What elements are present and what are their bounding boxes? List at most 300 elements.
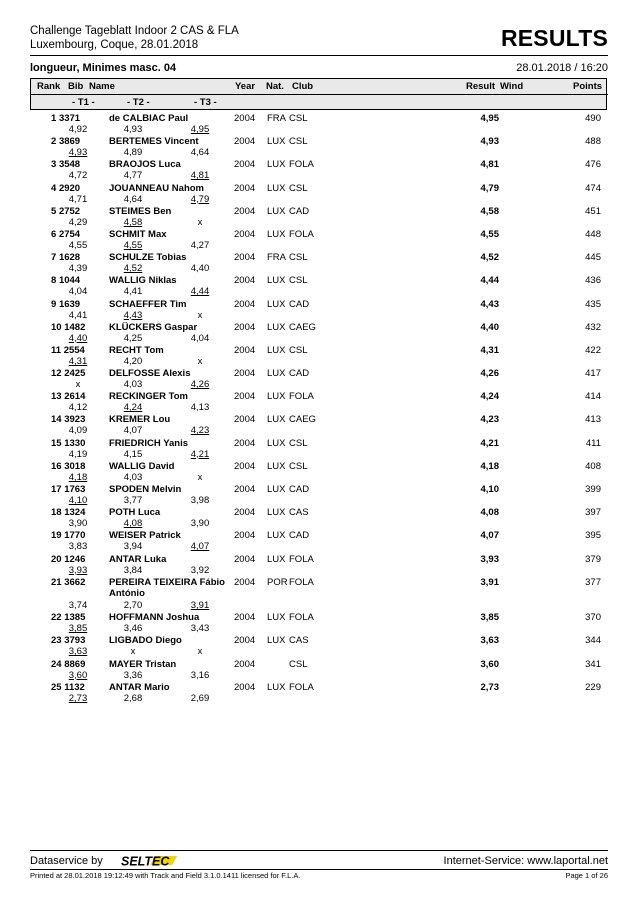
attempt-1: 3,85: [68, 623, 88, 635]
attempt-2: 4,52: [123, 263, 143, 275]
attempt-3: 4,21: [190, 448, 210, 460]
athlete-result: 4,24: [480, 391, 499, 403]
attempt-3: 4,07: [190, 541, 210, 553]
athlete-result: 4,08: [480, 507, 499, 519]
athlete-rank: 9: [51, 298, 57, 310]
athlete-bib: 1330: [64, 437, 86, 449]
athlete-nat: FRA: [267, 252, 286, 264]
attempt-2: 4,25: [123, 332, 143, 344]
athlete-rank: 15: [51, 437, 62, 449]
athlete-rank: 8: [51, 275, 57, 287]
table-row: [30, 229, 608, 252]
attempt-1: 4,41: [68, 309, 88, 321]
athlete-rank-bib: [51, 299, 80, 310]
athlete-nat: LUX: [267, 228, 286, 240]
attempt-1: 3,63: [68, 646, 88, 658]
athlete-club: CSL: [289, 113, 308, 124]
athlete-name-continued: António: [109, 587, 145, 599]
attempt-3: 3,43: [190, 623, 210, 635]
athlete-rank-bib: [51, 391, 85, 402]
athlete-bib: 1324: [64, 507, 86, 519]
table-row: [30, 391, 608, 414]
athlete-club: CSL: [289, 275, 308, 287]
attempt-1: 2,73: [68, 692, 88, 704]
page-number: Page 1 of 26: [565, 871, 608, 880]
attempt-1: 4,71: [68, 193, 88, 205]
athlete-year: 2004: [234, 205, 256, 217]
attempt-1: 3,90: [68, 518, 88, 530]
discipline-datetime: 28.01.2018 / 16:20: [516, 62, 608, 74]
athlete-club: CSL: [289, 460, 308, 472]
athlete-points: 488: [585, 136, 601, 148]
col-points: Points: [573, 81, 603, 92]
athlete-club: CSL: [289, 658, 308, 670]
attempt-1: 4,29: [68, 216, 88, 228]
athlete-points: 341: [585, 658, 601, 670]
athlete-result: 3,60: [480, 658, 499, 670]
athlete-name: RECKINGER Tom: [109, 391, 188, 403]
col-result: Result: [466, 81, 496, 92]
athlete-year: 2004: [234, 275, 256, 287]
event-place-date: Luxembourg, Coque, 28.01.2018: [30, 39, 199, 51]
athlete-points: 397: [585, 507, 601, 519]
athlete-points: 344: [585, 635, 601, 647]
athlete-nat: LUX: [267, 530, 286, 542]
athlete-club: FOLA: [289, 612, 314, 624]
athlete-rank-bib: [51, 113, 80, 124]
athlete-name: HOFFMANN Joshua: [109, 612, 200, 624]
athlete-name: BRAOJOS Luca: [109, 159, 181, 171]
athlete-nat: LUX: [267, 681, 286, 693]
athlete-bib: 2614: [64, 391, 86, 403]
attempt-3: 3,91: [190, 600, 210, 612]
athlete-rank-bib: [51, 461, 85, 472]
attempt-3: 4,44: [190, 286, 210, 298]
athlete-result: 4,26: [480, 368, 499, 380]
attempt-1: 4,10: [68, 495, 88, 506]
athlete-rank-bib: [51, 507, 85, 518]
attempt-1: 3,83: [68, 541, 88, 553]
athlete-result: 4,18: [480, 460, 499, 472]
athlete-club: CAEG: [289, 414, 316, 426]
attempt-3: 4,27: [190, 239, 210, 251]
athlete-points: 436: [585, 275, 601, 287]
athlete-nat: LUX: [267, 612, 286, 624]
attempt-1: 4,18: [68, 471, 88, 483]
col-year: Year: [235, 81, 256, 92]
athlete-year: 2004: [234, 507, 256, 519]
athlete-year: 2004: [234, 391, 256, 403]
attempt-3: 2,69: [190, 692, 210, 704]
attempt-3: 4,26: [190, 379, 210, 391]
athlete-rank-bib: [51, 484, 85, 495]
attempt-1: 3,60: [68, 669, 88, 681]
discipline-title: longueur, Minimes masc. 04: [30, 62, 177, 74]
attempt-2: 2,70: [123, 600, 143, 612]
athlete-year: 2004: [234, 414, 256, 426]
athlete-rank: 24: [51, 658, 62, 670]
athlete-rank: 17: [51, 484, 62, 495]
athlete-points: 399: [585, 484, 601, 495]
athlete-rank-bib: [51, 414, 85, 425]
table-row: [30, 554, 608, 577]
table-row: [30, 136, 608, 159]
header-divider: [30, 55, 608, 56]
footer-divider: [30, 850, 608, 851]
athlete-bib: 1763: [64, 484, 86, 495]
athlete-club: FOLA: [289, 159, 314, 171]
athlete-result: 4,23: [480, 414, 499, 426]
athlete-bib: 1770: [64, 530, 86, 542]
col-t3: - T3 -: [194, 97, 217, 108]
athlete-club: FOLA: [289, 391, 314, 403]
attempt-2: 3,46: [123, 623, 143, 635]
table-row: [30, 461, 608, 484]
athlete-club: CAD: [289, 484, 310, 495]
attempt-1: 4,19: [68, 448, 88, 460]
header-separator: [31, 94, 608, 95]
attempt-3: 4,23: [190, 425, 210, 437]
athlete-rank: 12: [51, 368, 62, 380]
table-row: [30, 507, 608, 530]
athlete-year: 2004: [234, 576, 256, 588]
athlete-result: 4,31: [480, 344, 499, 356]
athlete-bib: 2425: [64, 368, 86, 380]
athlete-points: 377: [585, 576, 601, 588]
athlete-year: 2004: [234, 321, 256, 333]
athlete-year: 2004: [234, 484, 256, 495]
attempt-3: 4,64: [190, 147, 210, 159]
attempt-2: 4,24: [123, 402, 143, 414]
athlete-rank: 4: [51, 182, 57, 194]
attempt-3: 3,98: [190, 495, 210, 506]
table-row: [30, 113, 608, 136]
athlete-club: CAD: [289, 530, 310, 542]
table-row: [30, 612, 608, 635]
table-row: [30, 275, 608, 298]
athlete-bib: 3923: [64, 414, 86, 426]
athlete-rank: 13: [51, 391, 62, 403]
athlete-nat: LUX: [267, 484, 286, 495]
athlete-nat: LUX: [267, 344, 286, 356]
athlete-nat: FRA: [267, 113, 286, 124]
athlete-points: 414: [585, 391, 601, 403]
athlete-name: KLÜCKERS Gaspar: [109, 321, 198, 333]
athlete-points: 445: [585, 252, 601, 264]
attempt-1: x: [75, 379, 81, 391]
athlete-rank-bib: [51, 183, 80, 194]
athlete-year: 2004: [234, 612, 256, 624]
athlete-year: 2004: [234, 368, 256, 380]
attempt-2: 4,89: [123, 147, 143, 159]
athlete-result: 4,10: [480, 484, 499, 495]
event-name: Challenge Tageblatt Indoor 2 CAS & FLA: [30, 25, 239, 37]
attempt-2: 4,43: [123, 309, 143, 321]
table-row: [30, 345, 608, 368]
attempt-2: 4,64: [123, 193, 143, 205]
athlete-points: 229: [585, 681, 601, 693]
athlete-bib: 8869: [64, 658, 86, 670]
athlete-rank-bib: [51, 345, 85, 356]
athlete-result: 4,44: [480, 275, 499, 287]
athlete-rank-bib: [51, 368, 85, 379]
athlete-points: 395: [585, 530, 601, 542]
athlete-name: DELFOSSE Alexis: [109, 368, 191, 380]
athlete-year: 2004: [234, 553, 256, 565]
athlete-year: 2004: [234, 460, 256, 472]
athlete-result: 4,58: [480, 205, 499, 217]
athlete-points: 435: [585, 298, 601, 310]
athlete-name: MAYER Tristan: [109, 658, 177, 670]
athlete-rank-bib: [51, 577, 85, 588]
attempt-2: 4,08: [123, 518, 143, 530]
athlete-bib: 1628: [58, 252, 81, 264]
athlete-rank-bib: [51, 322, 85, 333]
athlete-points: 451: [585, 205, 601, 217]
table-row: [30, 682, 608, 705]
athlete-name: ANTAR Luka: [109, 553, 167, 565]
attempt-2: 4,93: [123, 124, 143, 135]
table-header: [30, 78, 607, 110]
athlete-club: FOLA: [289, 681, 314, 693]
athlete-points: 411: [585, 437, 601, 449]
athlete-name: LIGBADO Diego: [109, 635, 182, 647]
athlete-rank: 10: [51, 321, 62, 333]
athlete-nat: LUX: [267, 507, 286, 519]
athlete-club: CAEG: [289, 321, 316, 333]
athlete-rank-bib: [51, 159, 80, 170]
attempt-1: 4,72: [68, 170, 88, 182]
table-row: [30, 159, 608, 182]
attempt-1: 4,09: [68, 425, 88, 437]
athlete-rank-bib: [51, 275, 80, 286]
attempt-3: 3,90: [190, 518, 210, 530]
attempt-2: 3,36: [123, 669, 143, 681]
athlete-year: 2004: [234, 113, 256, 124]
attempt-1: 4,12: [68, 402, 88, 414]
table-row: [30, 206, 608, 229]
athlete-points: 370: [585, 612, 601, 624]
athlete-name: ANTAR Mario: [109, 681, 170, 693]
athlete-name: SPODEN Melvin: [109, 484, 182, 495]
athlete-rank: 1: [51, 113, 57, 124]
attempt-1: 4,31: [68, 355, 88, 367]
attempt-2: 4,03: [123, 379, 143, 391]
attempt-3: 3,16: [190, 669, 210, 681]
athlete-rank-bib: [51, 659, 85, 670]
athlete-rank: 22: [51, 612, 62, 624]
footer-divider-2: [30, 869, 608, 870]
attempt-3: 4,81: [190, 170, 210, 182]
athlete-rank: 21: [51, 576, 62, 588]
athlete-bib: 1044: [58, 275, 81, 287]
athlete-nat: POR: [267, 576, 288, 588]
athlete-rank: 19: [51, 530, 62, 542]
athlete-points: 408: [585, 460, 601, 472]
event-info: [30, 24, 239, 52]
athlete-club: CAD: [289, 368, 310, 380]
athlete-year: 2004: [234, 228, 256, 240]
athlete-nat: LUX: [267, 414, 286, 426]
athlete-nat: LUX: [267, 182, 286, 194]
results-title: RESULTS: [500, 25, 608, 51]
athlete-name: FRIEDRICH Yanis: [109, 437, 189, 449]
col-t2: - T2 -: [127, 97, 150, 108]
internet-service[interactable]: Internet-Service: www.laportal.net: [443, 855, 608, 867]
athlete-year: 2004: [234, 681, 256, 693]
athlete-result: 4,52: [480, 252, 499, 264]
athlete-bib: 1639: [58, 298, 81, 310]
athlete-rank-bib: [51, 229, 80, 240]
athlete-result: 4,40: [480, 321, 499, 333]
athlete-nat: LUX: [267, 321, 286, 333]
table-row: [30, 252, 608, 275]
athlete-rank-bib: [51, 612, 85, 623]
col-club: Club: [292, 81, 314, 92]
attempt-2: 2,68: [123, 692, 143, 704]
table-row: [30, 368, 608, 391]
table-row: [30, 484, 608, 507]
athlete-result: 4,81: [480, 159, 499, 171]
athlete-name: SCHULZE Tobias: [109, 252, 187, 264]
attempt-2: 4,07: [123, 425, 143, 437]
attempt-3: x: [197, 646, 203, 658]
attempt-1: 4,40: [68, 332, 88, 344]
athlete-rank: 14: [51, 414, 62, 426]
athlete-result: 4,21: [480, 437, 499, 449]
athlete-points: 490: [585, 113, 601, 124]
athlete-nat: LUX: [267, 553, 286, 565]
athlete-club: CAD: [289, 205, 310, 217]
athlete-points: 422: [585, 344, 601, 356]
athlete-rank: 5: [51, 205, 57, 217]
athlete-rank: 2: [51, 136, 57, 148]
athlete-club: CAS: [289, 635, 309, 647]
athlete-result: 4,55: [480, 228, 499, 240]
attempt-2: x: [130, 646, 136, 658]
athlete-result: 4,95: [480, 113, 499, 124]
athlete-year: 2004: [234, 635, 256, 647]
attempt-1: 3,93: [68, 564, 88, 576]
athlete-name: de CALBIAC Paul: [109, 113, 189, 124]
athlete-bib: 1482: [64, 321, 86, 333]
attempt-3: 4,04: [190, 332, 210, 344]
athlete-nat: LUX: [267, 368, 286, 380]
athlete-result: 4,79: [480, 182, 499, 194]
athlete-name: RECHT Tom: [109, 344, 164, 356]
col-wind: Wind: [500, 81, 524, 92]
athlete-points: 417: [585, 368, 601, 380]
athlete-points: 476: [585, 159, 601, 171]
attempt-1: 4,39: [68, 263, 88, 275]
athlete-club: CAD: [289, 298, 310, 310]
athlete-nat: LUX: [267, 275, 286, 287]
athlete-name: STEIMES Ben: [109, 205, 172, 217]
logo-text: SELTEC: [121, 854, 170, 869]
athlete-bib: 1132: [64, 681, 85, 693]
printed-info: Printed at 28.01.2018 19:12:49 with Track and Field 3.1.0.1411 licensed for F.L.A.: [30, 871, 301, 880]
attempt-2: 4,15: [123, 448, 143, 460]
athlete-year: 2004: [234, 344, 256, 356]
athlete-club: FOLA: [289, 553, 314, 565]
athlete-nat: LUX: [267, 159, 286, 171]
attempt-3: x: [197, 309, 203, 321]
attempt-1: 3,74: [68, 600, 88, 612]
athlete-year: 2004: [234, 136, 256, 148]
table-row: [30, 635, 608, 658]
table-row: [30, 322, 608, 345]
athlete-club: CSL: [289, 437, 308, 449]
athlete-rank-bib: [51, 252, 80, 263]
athlete-rank-bib: [51, 530, 85, 541]
attempt-2: 4,77: [123, 170, 143, 182]
attempt-2: 4,41: [123, 286, 143, 298]
table-row: [30, 659, 608, 682]
athlete-points: 448: [585, 228, 601, 240]
athlete-name: WALLIG Niklas: [109, 275, 177, 287]
attempt-3: x: [197, 216, 203, 228]
athlete-rank-bib: [51, 438, 85, 449]
athlete-club: CSL: [289, 252, 308, 264]
athlete-name: PEREIRA TEIXEIRA Fábio: [109, 576, 225, 588]
athlete-bib: 2920: [58, 182, 81, 194]
athlete-rank: 7: [51, 252, 57, 264]
athlete-bib: 1385: [64, 612, 86, 624]
athlete-year: 2004: [234, 252, 256, 264]
athlete-club: CAS: [289, 507, 309, 519]
col-bib: Bib: [68, 81, 84, 92]
athlete-nat: LUX: [267, 391, 286, 403]
athlete-rank: 20: [51, 553, 62, 565]
attempt-2: 3,77: [123, 495, 143, 506]
attempt-3: 4,79: [190, 193, 210, 205]
athlete-year: 2004: [234, 437, 256, 449]
athlete-bib: 2754: [58, 228, 81, 240]
attempt-2: 4,55: [123, 239, 143, 251]
athlete-result: 3,91: [480, 576, 499, 588]
athlete-bib: 2554: [63, 344, 85, 356]
athlete-name: SCHMIT Max: [109, 228, 167, 240]
attempt-3: x: [197, 471, 203, 483]
athlete-bib: 2752: [58, 205, 81, 217]
athlete-rank: 11: [51, 344, 62, 356]
athlete-name: JOUANNEAU Nahom: [109, 182, 205, 194]
athlete-rank-bib: [51, 554, 85, 565]
athlete-name: WEISER Patrick: [109, 530, 181, 542]
athlete-year: 2004: [234, 658, 256, 670]
athlete-year: 2004: [234, 298, 256, 310]
attempt-1: 4,55: [68, 239, 88, 251]
attempt-3: 4,40: [190, 263, 210, 275]
athlete-rank-bib: [51, 682, 85, 693]
athlete-year: 2004: [234, 530, 256, 542]
attempt-2: 4,20: [123, 355, 143, 367]
athlete-club: FOLA: [289, 576, 314, 588]
athlete-points: 413: [585, 414, 601, 426]
athlete-nat: LUX: [267, 136, 286, 148]
athlete-rank: 18: [51, 507, 62, 519]
athlete-name: KREMER Lou: [109, 414, 171, 426]
results-table: [30, 113, 608, 705]
athlete-rank-bib: [51, 635, 85, 646]
athlete-name: BERTEMES Vincent: [109, 136, 199, 148]
athlete-bib: 3018: [64, 460, 86, 472]
athlete-result: 4,43: [480, 298, 499, 310]
attempt-3: x: [197, 355, 203, 367]
athlete-result: 4,07: [480, 530, 499, 542]
athlete-bib: 3869: [58, 136, 81, 148]
seltec-logo: [119, 853, 183, 869]
